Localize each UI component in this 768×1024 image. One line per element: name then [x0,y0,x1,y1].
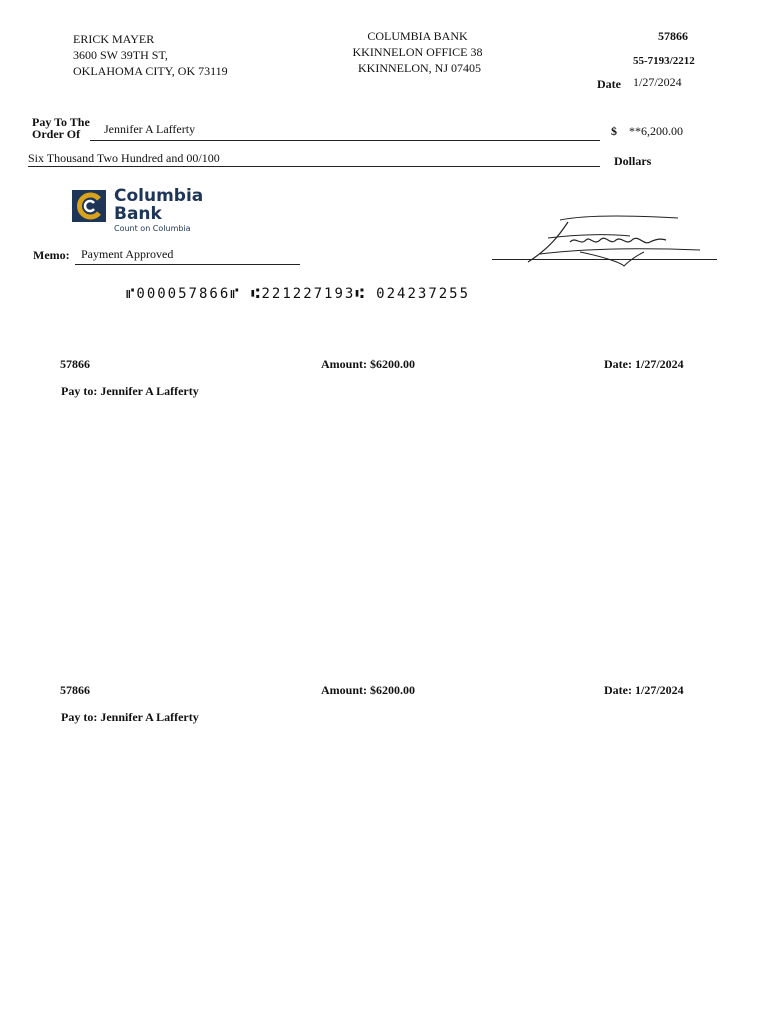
amount-in-words: Six Thousand Two Hundred and 00/100 [28,151,220,165]
memo-label: Memo: [33,248,70,262]
stub2-pay-to: Pay to: Jennifer A Lafferty [61,710,199,724]
dollars-label: Dollars [614,154,652,168]
stub1-amount: Amount: $6200.00 [321,357,416,371]
logo-name-line1: Columbia [114,186,204,206]
stub2-amount: Amount: $6200.00 [321,683,416,697]
dollar-sign: $ [611,124,617,138]
stub1-date: Date: 1/27/2024 [604,357,684,371]
stub2-check-number: 57866 [60,683,90,697]
payer-address-line2: OKLAHOMA CITY, OK 73119 [73,64,228,78]
memo-text: Payment Approved [81,247,174,261]
check-number: 57866 [658,29,688,43]
payer-address-line1: 3600 SW 39TH ST, [73,48,168,62]
amount-words-underline [28,166,600,167]
columbia-logo-icon [72,190,108,224]
payee-name: Jennifer A Lafferty [104,122,196,136]
pay-to-label-line2: Order Of [32,127,81,141]
bank-name: COLUMBIA BANK [367,29,468,43]
check-date: 1/27/2024 [633,75,682,89]
stub1-check-number: 57866 [60,357,90,371]
logo-name-line2: Bank [114,204,162,224]
micr-line: ⑈000057866⑈ ⑆221227193⑆ 024237255 [126,286,471,302]
check-amount: **6,200.00 [629,124,683,138]
bank-office: KKINNELON OFFICE 38 [352,45,483,59]
pay-to-label-line1: Pay To The [32,115,90,129]
date-label: Date [597,77,621,91]
signature-scribble-icon [520,212,710,270]
routing-fraction: 55-7193/2212 [633,55,695,67]
memo-underline [75,264,300,265]
stub1-pay-to: Pay to: Jennifer A Lafferty [61,384,199,398]
bank-logo [72,188,212,238]
stub2-date: Date: 1/27/2024 [604,683,684,697]
bank-city: KKINNELON, NJ 07405 [358,61,481,75]
payer-name: ERICK MAYER [73,32,155,46]
payee-underline [90,140,600,141]
logo-tagline: Count on Columbia [114,224,191,233]
